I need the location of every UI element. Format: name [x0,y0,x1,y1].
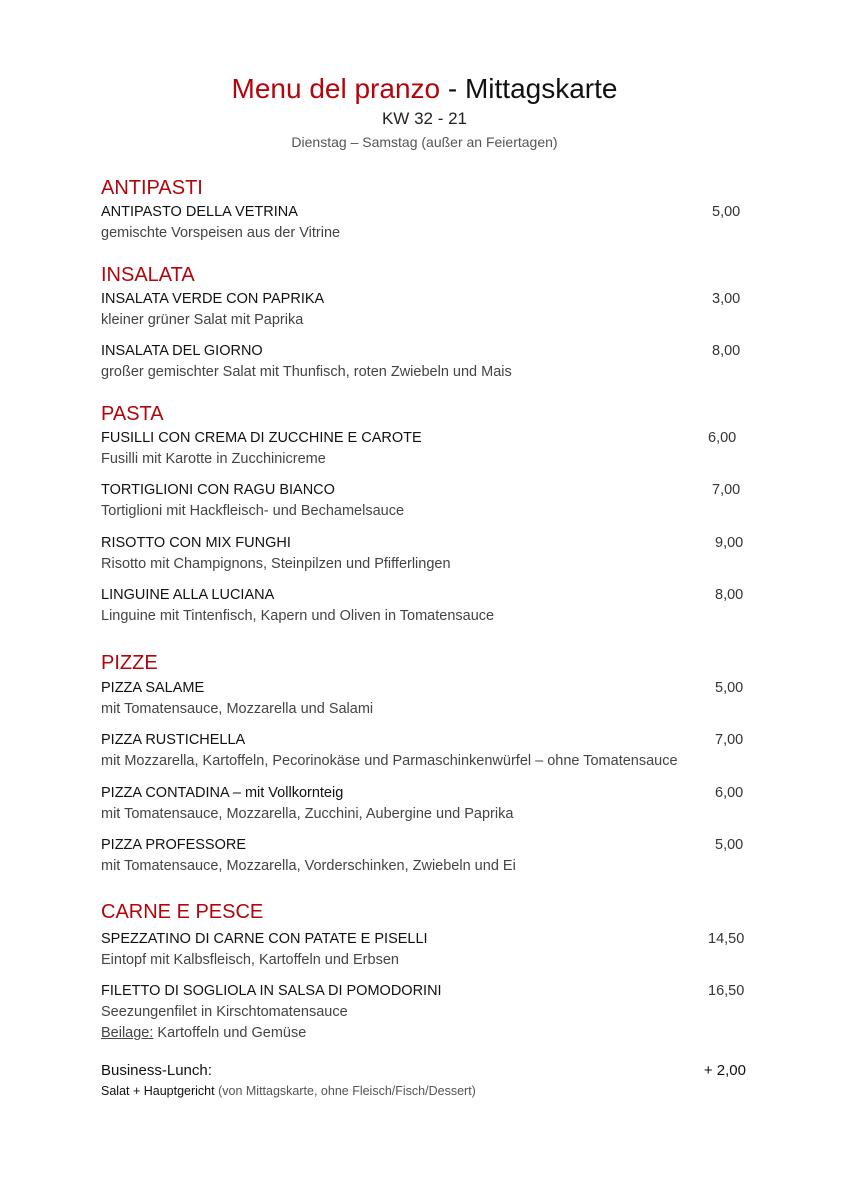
item-price: 9,00 [715,535,744,551]
item-description: großer gemischter Salat mit Thunfisch, roten Zwiebeln und Mais [101,364,512,380]
section-title-pizze: PIZZE [101,652,158,674]
item-description: gemischte Vorspeisen aus der Vitrine [101,225,341,241]
item-name: INSALATA VERDE CON PAPRIKA [101,291,325,307]
item-price: 7,00 [715,732,744,748]
section-title-carne-e-pesce: CARNE E PESCE [101,901,264,923]
title-german: Mittagskarte [464,73,618,104]
item-name: PIZZA CONTADINA – mit Vollkornteig [101,785,344,801]
item-description: Risotto mit Champignons, Steinpilzen und Pfifferlingen [101,556,451,572]
section-title-insalata: INSALATA [101,264,195,286]
item-price: 14,50 [708,931,745,947]
item-price: 7,00 [712,482,741,498]
item-name: ANTIPASTO DELLA VETRINA [101,204,298,220]
item-name: PIZZA SALAME [101,680,205,696]
item-description: Tortiglioni mit Hackfleisch- und Bechamelsauce [101,503,405,519]
item-name: LINGUINE ALLA LUCIANA [101,587,275,603]
title-separator: - [440,73,465,104]
menu-item [101,835,751,876]
item-price: 6,00 [715,785,744,801]
item-name: FILETTO DI SOGLIOLA IN SALSA DI POMODORINI [101,983,442,999]
item-side-dish [101,1023,751,1043]
item-description: Fusilli mit Karotte in Zucchinicreme [101,451,326,467]
menu-item [101,929,751,970]
menu-item [101,533,751,574]
menu-item [101,783,751,824]
business-lunch-price: + 2,00 [703,1062,746,1079]
menu-item [101,202,751,243]
item-description: mit Mozzarella, Kartoffeln, Pecorinokäse und Parmaschinkenwürfel – ohne Tomatensauce [101,753,678,769]
item-description: mit Tomatensauce, Mozzarella, Vorderschinken, Zwiebeln und Ei [101,858,516,874]
item-description: Linguine mit Tintenfisch, Kapern und Oliven in Tomatensauce [101,608,495,624]
item-price: 3,00 [712,291,741,307]
item-name: TORTIGLIONI CON RAGU BIANCO [101,482,335,498]
item-name: RISOTTO CON MIX FUNGHI [101,535,291,551]
item-description: Seezungenfilet in Kirschtomatensauce [101,1004,348,1020]
menu-item [101,480,751,521]
item-name: SPEZZATINO DI CARNE CON PATATE E PISELLI [101,931,428,947]
business-lunch-label: Business-Lunch: [101,1062,212,1079]
item-name: FUSILLI CON CREMA DI ZUCCHINE E CAROTE [101,430,422,446]
item-price: 8,00 [715,587,744,603]
menu-item [101,428,751,469]
menu-item [101,678,751,719]
business-lunch [101,1061,751,1100]
item-name: INSALATA DEL GIORNO [101,343,263,359]
business-lunch-note-paren: (von Mittagskarte, ohne Fleisch/Fisch/Dessert) [214,1084,476,1098]
item-name: PIZZA PROFESSORE [101,837,247,853]
side-dish-text: Kartoffeln und Gemüse [153,1025,307,1041]
item-description: kleiner grüner Salat mit Paprika [101,312,304,328]
menu-title [0,70,849,108]
section-title-pasta: PASTA [101,403,164,425]
menu-item [101,289,751,330]
item-name: PIZZA RUSTICHELLA [101,732,246,748]
menu-item [101,981,751,1043]
item-price: 5,00 [715,837,744,853]
business-lunch-note [101,1082,751,1100]
menu-item [101,341,751,382]
item-price: 8,00 [712,343,741,359]
side-dish-label: Beilage: [101,1025,154,1041]
menu-item [101,730,751,771]
item-price: 6,00 [708,430,737,446]
business-lunch-note-main: Salat + Hauptgericht [101,1084,215,1098]
item-description: mit Tomatensauce, Mozzarella, Zucchini, Aubergine und Paprika [101,806,514,822]
calendar-week: KW 32 - 21 [381,109,468,128]
item-price: 16,50 [708,983,745,999]
item-description: mit Tomatensauce, Mozzarella und Salami [101,701,374,717]
section-title-antipasti: ANTIPASTI [101,177,203,199]
opening-days: Dienstag – Samstag (außer an Feiertagen) [291,134,558,150]
menu-item [101,585,751,626]
item-description: Eintopf mit Kalbsfleisch, Kartoffeln und Erbsen [101,952,399,968]
item-price: 5,00 [712,204,741,220]
title-italian: Menu del pranzo [231,73,441,104]
item-price: 5,00 [715,680,744,696]
